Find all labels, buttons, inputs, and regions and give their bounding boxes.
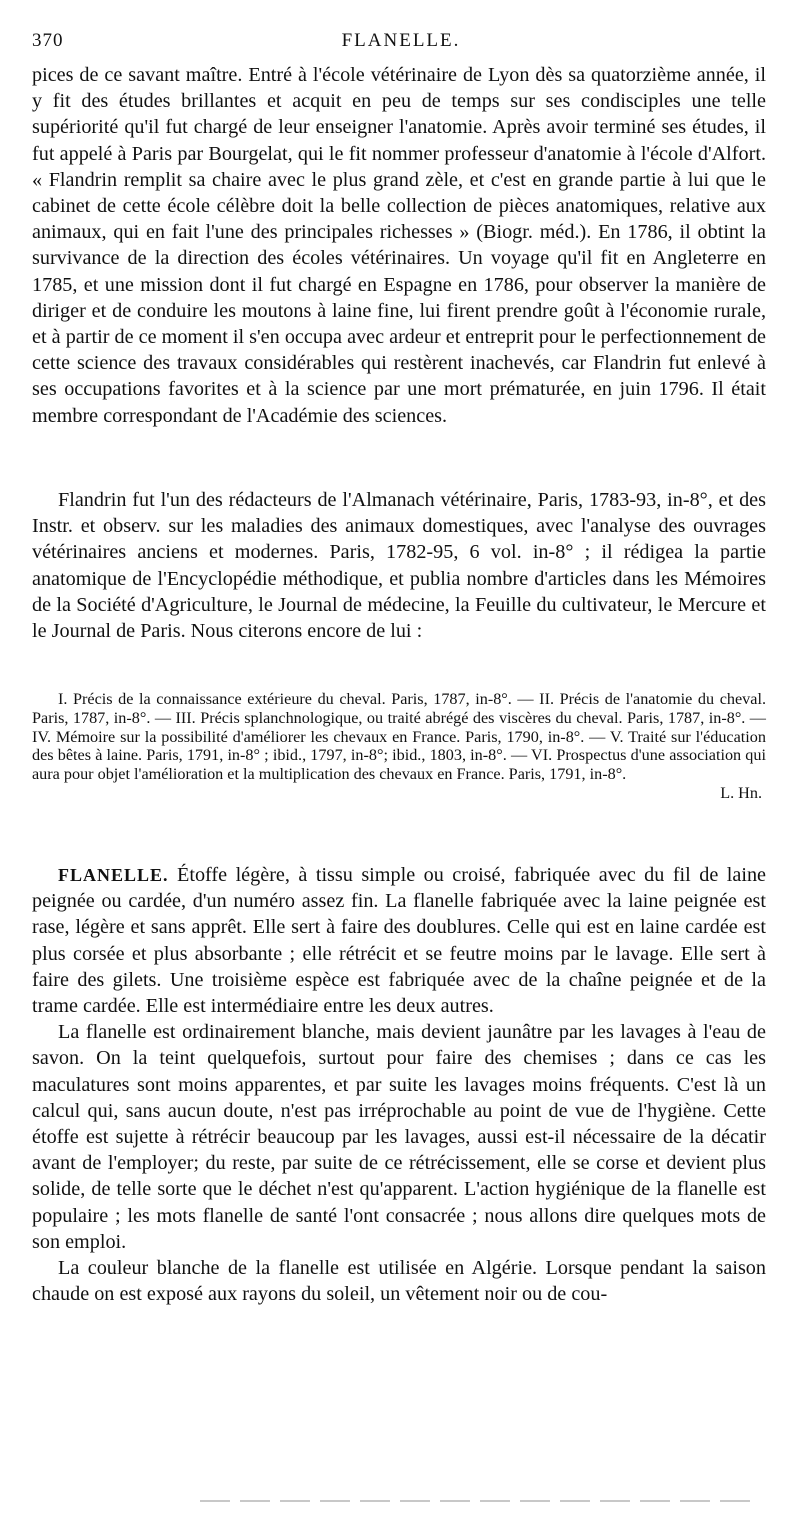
page-number: 370 [32,30,64,51]
biography-works [32,487,766,644]
paragraph: pices de ce savant maître. Entré à l'école vétérinaire de Lyon dès sa quatorzième année, il y fit des études brillantes et acquit en peu de temps sur ses condisciples une telle supériorité qu'il fut chargé de leur enseigner l'anatomie. Après avoir terminé ses études, il fut appelé à Paris par Bourgelat, qui le fit nommer professeur d'anatomie à l'école d'Alfort. « Flandrin remplit sa chaire avec le plus grand zèle, et c'est en grande partie à lui que le cabinet de cette école célèbre doit la belle collection de pièces anatomiques, relative aux animaux, qui en fait l'une des principales richesses » (Biogr. méd.). En 1786, il obtint la survivance de la direction des écoles vétérinaires. Un voyage qu'il fit en Angleterre en 1785, et une mission dont il fut chargé en Espagne en 1786, pour observer la manière de diriger et de conduire les moutons à laine fine, lui firent prendre goût à l'économie rurale, et à partir de ce moment il s'en occupa avec ardeur et entreprit pour le perfectionnement de cette science des travaux considérables qui restèrent inachevés, car Flandrin fut enlevé à ses occupations favorites et à la science par une mort prématurée, en juin 1796. Il était membre correspondant de l'Académie des sciences. [32,64,766,427]
article-flanelle [32,862,766,1307]
article-paragraph: La couleur blanche de la flanelle est utilisée en Algérie. Lorsque pendant la saison chaude on est exposé aux rayons du soleil, un vêtement noir ou de cou- [32,1257,766,1306]
biography-continuation [32,62,766,429]
bibliography-list: I. Précis de la connaissance extérieure du cheval. Paris, 1787, in-8°. — II. Précis de l'anatomie du cheval. Paris, 1787, in-8°. — III. Précis splanchnologique, ou traité abrégé des viscères du cheval. Paris, 1787, in-8°. — IV. Mémoire sur la possibilité d'améliorer les chevaux en France. Paris, 1790, in-8°. — V. Traité sur l'éducation des bêtes à laine. Paris, 1791, in-8° ; ibid., 1797, in-8°; ibid., 1803, in-8°. — VI. Prospectus d'une association qui aura pour objet l'amélioration et la multiplication des chevaux en France. Paris, 1791, in-8°. [32,690,766,784]
bleed-through-marks [200,1500,760,1502]
article-paragraph: Étoffe légère, à tissu simple ou croisé, fabriquée avec du fil de laine peignée ou cardée, d'un numéro assez fin. La flanelle fabriquée avec la laine peignée est rase, légère et sans apprêt. Elle sert à faire des doublures. Celle qui est en laine cardée est plus corsée et plus absorbante ; elle rétrécit et se feutre moins par le lavage. Elle sert à faire des gilets. Une troisième espèce est fabriquée avec de la chaîne peignée et de la trame cardée. Elle est intermédiaire entre les deux autres. [32,864,767,1018]
article-headword: FLANELLE. [58,865,169,885]
author-signature: L. Hn. [720,783,762,802]
article-paragraph: La flanelle est ordinairement blanche, mais devient jaunâtre par les lavages à l'eau de savon. On la teint quelquefois, surtout pour faire des chemises ; dans ce cas les maculatures sont moins apparentes, et par suite les lavages moins fréquents. C'est là un calcul qui, sans aucun doute, n'est pas irréprochable au point de vue de l'hygiène. Cette étoffe est sujette à rétrécir beaucoup par les lavages, aussi est-il nécessaire de la décatir avant de l'employer; du reste, par suite de ce rétrécissement, elle se corse et devient plus solide, de telle sorte que le déchet n'est qu'apparent. L'action hygiénique de la flanelle est populaire ; les mots flanelle de santé l'ont consacrée ; nous allons dire quelques mots de son emploi. [32,1021,766,1253]
paragraph: Flandrin fut l'un des rédacteurs de l'Almanach vétérinaire, Paris, 1783-93, in-8°, et des Instr. et observ. sur les maladies des animaux domestiques, avec l'analyse des ouvrages vétérinaires anciens et modernes. Paris, 1782-95, 6 vol. in-8° ; il rédigea la partie anatomique de l'Encyclopédie méthodique, et publia nombre d'articles dans les Mémoires de la Société d'Agriculture, le Journal de médecine, la Feuille du cultivateur, le Mercure et le Journal de Paris. Nous citerons encore de lui : [32,489,766,643]
running-head: FLANELLE. [341,30,461,51]
bibliography-notes [32,690,766,803]
page-header [32,30,770,56]
